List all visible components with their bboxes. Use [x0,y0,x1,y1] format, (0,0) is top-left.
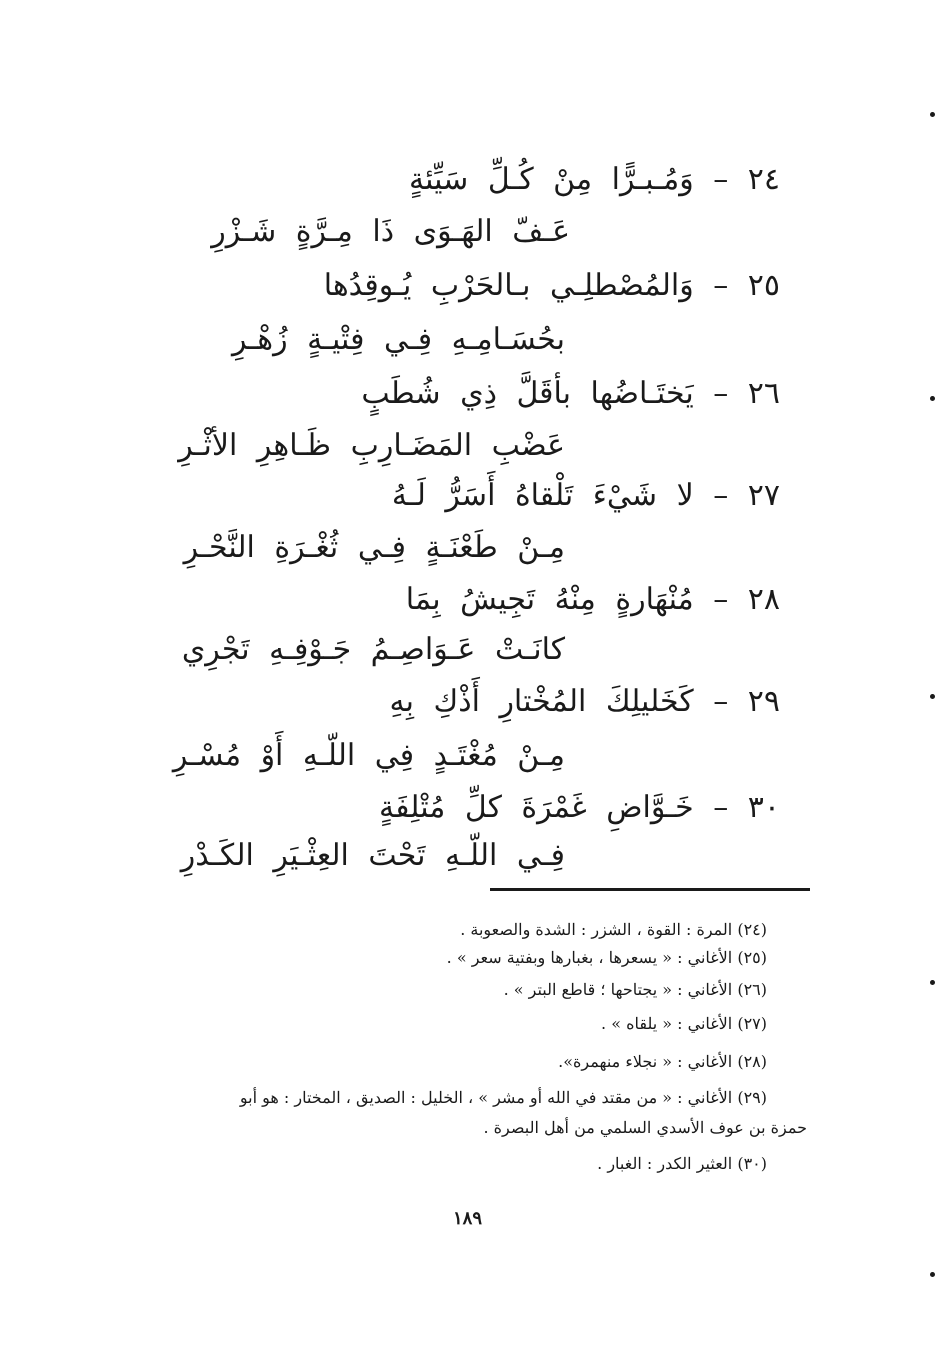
margin-mark [930,694,935,699]
footnote-separator [490,888,810,891]
footnote-26: (٢٦) الأغاني : « يجتاحها ؛ قاطع البتر » . [503,980,767,999]
verse-25-second-hemistich: بحُسَـامِـهِ فِـي فِتْيـةٍ زُهْـرِ [231,322,565,357]
margin-mark [930,396,935,401]
margin-mark [930,1272,935,1277]
verse-27-second-hemistich: مِـنْ طَعْنَـةٍ فِـي ثُغْـرَةِ النَّحْـرِ [183,530,565,565]
footnote-29-continuation: حمزة بن عوف الأسدي السلمي من أهل البصرة . [483,1118,807,1137]
verse-26-first-hemistich: ٢٦ – يَختَـاضُها بأقَلَّ ذِي شُطَبٍ [361,376,780,411]
verse-26-second-hemistich: عَضْبِ المَضَـارِبِ ظَـاهِرِ الأثْـرِ [178,428,565,463]
verse-24-first-hemistich: ٢٤ – وَمُـبـرًّا مِنْ كُـلِّ سَيِّئةٍ [408,162,780,197]
verse-30-second-hemistich: فِـي اللّـهِ تَحْتَ العِثْـيَرِ الكَـدْرِ [180,838,565,873]
margin-mark [930,980,935,985]
verse-25-first-hemistich: ٢٥ – وَالمُصْطلِـي بـالحَرْبِ يُـوقِدُها [323,268,780,303]
verse-24-second-hemistich: عَـفّ الهَـوَى ذَا مِـرَّةٍ شَـزْرِ [211,214,570,249]
verse-28-first-hemistich: ٢٨ – مُنْهَارةٍ مِنْهُ تَجِيشُ بِمَا [405,582,780,617]
footnote-29: (٢٩) الأغاني : « من مقتد في الله أو مشر » ، الخليل : الصديق ، المختار : هو أبو [239,1088,767,1107]
footnote-28: (٢٨) الأغاني : « نجلاء منهمرة». [558,1052,767,1071]
page-number: ١٨٩ [452,1208,482,1229]
verse-27-first-hemistich: ٢٧ – لا شَيْءَ تَلْقاهُ أَسَرُّ لَـهُ [391,478,780,513]
footnote-27: (٢٧) الأغاني : « يلقاه » . [601,1014,767,1033]
verse-28-second-hemistich: كانَـتْ عَـوَاصِـمُ جَـوْفِـهِ تَجْرِي [181,632,565,667]
margin-mark [930,112,935,117]
verse-30-first-hemistich: ٣٠ – خَـوَّاضِ غَمْرَةَ كلِّ مُتْلِفَةٍ [379,790,780,825]
verse-29-second-hemistich: مِـنْ مُغْتَـدٍ فِي اللّـهِ أَوْ مُسْـرِ [172,738,565,773]
footnote-25: (٢٥) الأغاني : « يسعرها ، بغبارها وبفتية سعر » . [446,948,767,967]
footnote-24: (٢٤) المرة : القوة ، الشزر : الشدة والصعوبة . [460,920,767,939]
verse-29-first-hemistich: ٢٩ – كَخَليلِكَ المُخْتارِ أَذْكِ بِهِ [389,684,780,719]
footnote-30: (٣٠) العثير الكدر : الغبار . [597,1154,767,1173]
